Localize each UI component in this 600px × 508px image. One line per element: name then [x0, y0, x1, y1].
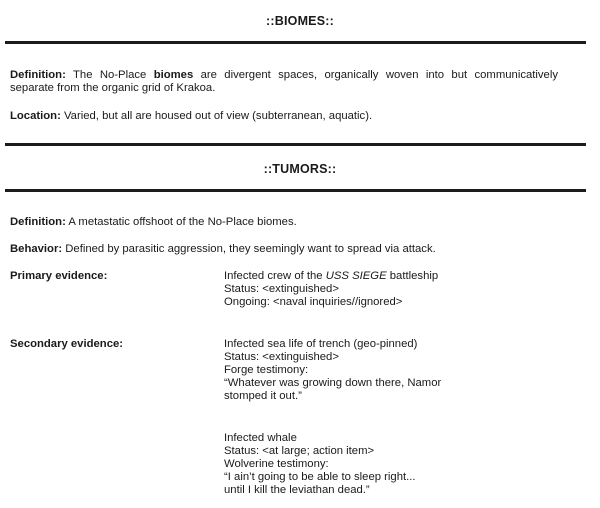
biomes-location-label: Location: — [10, 110, 61, 122]
tumors-header-rule — [5, 189, 586, 192]
tumors-behavior — [10, 243, 558, 256]
secondary-evidence-testimony-label: Forge testimony: — [224, 364, 309, 376]
tertiary-evidence-status: Status: <at large; action item> — [224, 445, 375, 457]
biomes-definition-bold: biomes — [153, 69, 194, 81]
tumors-behavior-text: Defined by parasitic aggression, they seemingly want to spread via attack. — [62, 243, 436, 255]
tumors-header: ::TUMORS:: — [263, 162, 337, 176]
primary-line1-post: battleship — [386, 270, 439, 282]
tumors-definition — [10, 216, 558, 229]
tertiary-evidence-testimony-label: Wolverine testimony: — [224, 458, 329, 470]
secondary-evidence-label: Secondary evidence: — [10, 338, 124, 350]
secondary-evidence-quote-line1: “Whatever was growing down there, Namor — [224, 377, 442, 389]
tumors-definition-label: Definition: — [10, 216, 66, 228]
biomes-definition-pre: The No-Place — [65, 69, 154, 81]
secondary-evidence-line1: Infected sea life of trench (geo-pinned) — [224, 338, 418, 350]
tertiary-evidence-quote-line2: until I kill the leviathan dead.” — [224, 484, 370, 496]
biomes-location-text: Varied, but all are housed out of view (subterranean, aquatic). — [60, 110, 373, 122]
primary-evidence-ongoing: Ongoing: <naval inquiries//ignored> — [224, 296, 403, 308]
primary-evidence-label: Primary evidence: — [10, 270, 108, 282]
tumors-definition-text: A metastatic offshoot of the No-Place biomes. — [65, 216, 297, 228]
biomes-definition — [10, 69, 558, 95]
tertiary-evidence-line1: Infected whale — [224, 432, 297, 444]
primary-evidence-status: Status: <extinguished> — [224, 283, 339, 295]
primary-line1-pre: Infected crew of the — [224, 270, 326, 282]
tertiary-evidence-entry — [224, 432, 564, 497]
ship-name: USS SIEGE — [325, 270, 387, 282]
tumors-behavior-label: Behavior: — [10, 243, 63, 255]
primary-evidence-entry — [224, 270, 564, 309]
biomes-location — [10, 110, 558, 123]
secondary-evidence-entry — [224, 338, 564, 403]
biomes-header: ::BIOMES:: — [266, 14, 334, 28]
secondary-evidence-quote-line2: stomped it out.” — [224, 390, 302, 402]
tumors-top-rule — [5, 143, 586, 146]
secondary-evidence-status: Status: <extinguished> — [224, 351, 339, 363]
primary-evidence-line1 — [224, 270, 564, 283]
biomes-top-rule — [5, 41, 586, 44]
biomes-definition-post: are divergent spaces, organically woven into but communicatively separate from the organic grid of Krakoa. — [10, 69, 558, 94]
biomes-definition-label: Definition: — [10, 69, 66, 81]
tertiary-evidence-quote-line1: “I ain’t going to be able to sleep right... — [224, 471, 416, 483]
